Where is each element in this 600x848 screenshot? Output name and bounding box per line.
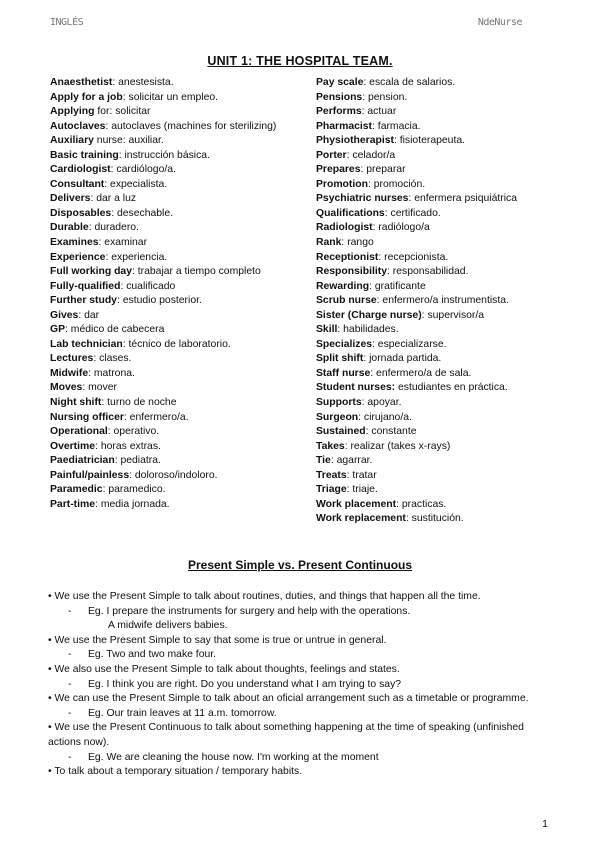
vocab-term: Disposables [50,207,112,219]
example-dash: - [68,751,72,763]
vocab-term: Porter [316,149,347,161]
vocab-entry [50,280,305,295]
vocab-entry [316,134,556,149]
vocab-definition: : realizar (takes x-rays) [344,440,451,452]
vocab-definition: : habilidades. [337,324,399,336]
vocab-definition: : agarrar. [330,455,373,467]
vocab-entry [50,440,305,455]
vocab-entry [50,352,305,367]
vocab-term: Pharmacist [316,120,373,132]
vocab-entry [50,338,305,353]
vocab-term: Specializes [316,338,373,350]
vocab-term: Applying [50,106,95,118]
vocab-entry [50,91,305,106]
vocab-entry [316,236,556,251]
rule-bullet: • We also use the Present Simple to talk about thoughts, feelings and states. [48,663,400,675]
vocab-entry [316,512,556,527]
vocab-term: Sister (Charge nurse) [316,309,422,321]
vocab-entry [50,105,305,120]
vocab-entry [50,323,305,338]
vocab-entry [50,381,305,396]
vocab-entry [316,178,556,193]
vocab-definition: : mover [82,382,117,394]
example-dash: - [68,678,72,690]
vocab-term: GP [50,324,66,336]
vocab-definition: : actuar [361,106,397,118]
vocab-definition: : celador/a [346,149,396,161]
vocab-definition: : practicas. [396,498,447,510]
vocab-term: Fully-qualified [50,280,121,292]
vocab-term: Examines [50,237,99,249]
vocab-definition: : expecialista. [104,178,168,190]
vocab-entry [316,323,556,338]
vocab-definition: : cardiólogo/a. [110,164,176,176]
vocab-term: Part-time [50,498,96,510]
vocab-entry [316,91,556,106]
vocab-term: Triage [316,484,347,496]
vocab-term: Surgeon [316,411,359,423]
vocab-term: Anaesthetist [50,77,113,88]
vocab-term: Responsibility [316,266,388,278]
vocab-entry [316,207,556,222]
vocab-term: Pensions [316,91,363,103]
vocab-definition: : responsabilidad. [387,266,469,278]
vocab-term: Paediatrician [50,455,115,467]
vocab-entry [316,338,556,353]
vocab-term: Treats [316,469,347,481]
vocab-definition: : apoyar. [361,397,402,409]
vocab-definition: : especializarse. [372,338,447,350]
vocab-term: Promotion [316,178,368,190]
vocab-term: Qualifications [316,207,385,219]
vocab-entry [50,483,305,498]
vocab-definition: : autoclaves (machines for sterilizing) [105,120,277,132]
vocab-entry [50,396,305,411]
vocab-column-right [316,76,556,527]
example-text: Eg. Our train leaves at 11 a.m. tomorrow. [88,707,277,719]
vocab-entry [50,251,305,266]
vocab-definition: : experiencia. [105,251,168,263]
header-subject: INGLÉS [50,17,84,28]
vocab-term: Lab technician [50,338,123,350]
vocab-definition: : enfermero/a de sala. [370,367,472,379]
vocab-entry [50,221,305,236]
vocab-definition: : triaje. [346,484,378,496]
vocab-definition: : trabajar a tiempo completo [131,266,261,278]
vocab-definition: : enfermero/a. [123,411,189,423]
page-number: 1 [542,818,548,830]
vocab-term: Moves [50,382,83,394]
vocab-term: Midwife [50,367,89,379]
vocab-term: Rank [316,237,342,249]
vocab-term: Full working day [50,266,132,278]
vocab-term: Pay scale [316,77,364,88]
vocab-definition: : dar a luz [90,193,137,205]
vocab-entry [316,105,556,120]
vocab-entry [316,411,556,426]
vocab-definition: : fisioterapeuta. [393,135,465,147]
vocab-column-left [50,76,305,512]
vocab-definition: : duradero. [88,222,139,234]
page-title: UNIT 1: THE HOSPITAL TEAM. [207,54,393,68]
vocab-term: Staff nurse [316,367,371,379]
vocab-term: Autoclaves [50,120,106,132]
vocab-term: Skill [316,324,338,336]
vocab-term: Apply for a job [50,91,123,103]
vocab-term: Night shift [50,397,102,409]
vocab-term: Rewarding [316,280,370,292]
rule-bullet: • We can use the Present Simple to talk about an oficial arrangement such as a timetable or programme. [48,693,529,705]
vocab-term: Performs [316,106,362,118]
grammar-rules [48,590,558,780]
vocab-term: Psychiatric nurses [316,193,409,205]
vocab-definition: : gratificante [369,280,426,292]
vocab-term: Nursing officer [50,411,124,423]
vocab-definition: : pediatra. [114,455,161,467]
vocab-term: Experience [50,251,106,263]
rule-bullet: • We use the Present Simple to say that some is true or untrue in general. [48,634,387,646]
vocab-definition: : promoción. [367,178,426,190]
rule-bullet: • We use the Present Continuous to talk about something happening at the time of speaking (unfinished actions now). [48,722,524,748]
vocab-entry [50,163,305,178]
rule-bullet: • To talk about a temporary situation / temporary habits. [48,766,303,778]
vocab-definition: : recepcionista. [378,251,449,263]
vocab-definition: : sustitución. [405,513,464,525]
vocab-entry [50,367,305,382]
vocab-term: Painful/painless [50,469,130,481]
header-author: NdeNurse [477,17,522,28]
vocab-definition: : dar [78,309,100,321]
vocab-definition: : operativo. [107,426,160,438]
vocab-definition: : solicitar un empleo. [122,91,219,103]
vocab-term: Paramedic [50,484,103,496]
rule-example [48,678,558,693]
vocab-entry [50,309,305,324]
vocab-definition: : examinar [98,237,148,249]
vocab-entry [316,440,556,455]
vocab-definition: : supervisor/a [421,309,485,321]
vocab-entry [316,265,556,280]
vocab-definition: nurse: auxiliar. [93,135,164,147]
vocab-definition: : paramedico. [102,484,166,496]
vocab-term: Operational [50,426,108,438]
vocab-term: Prepares [316,164,361,176]
vocab-term: Physiotherapist [316,135,394,147]
example-text: Eg. Two and two make four. [88,649,217,661]
example-text: Eg. I prepare the instruments for surgery and help with the operations. [88,605,411,617]
vocab-definition: : matrona. [88,367,135,379]
vocab-definition: estudiantes en práctica. [395,382,508,394]
vocab-entry [316,469,556,484]
vocab-definition: : clases. [93,353,132,365]
vocab-entry [50,149,305,164]
vocab-entry [316,381,556,396]
vocab-entry [50,294,305,309]
rule-example [48,605,558,620]
vocab-entry [316,149,556,164]
vocab-entry [50,134,305,149]
vocab-entry [316,498,556,513]
vocab-definition: : doloroso/indoloro. [129,469,218,481]
vocab-term: Lectures [50,353,94,365]
vocab-entry [316,454,556,469]
vocab-entry [50,411,305,426]
vocab-definition: : media jornada. [95,498,170,510]
vocab-term: Sustained [316,426,366,438]
vocab-entry [316,309,556,324]
vocab-definition: : rango [341,237,374,249]
vocab-definition: : técnico de laboratorio. [122,338,231,350]
vocab-entry [316,120,556,135]
vocab-definition: : cirujano/a. [358,411,412,423]
vocab-definition: : enfermera psiquiátrica [408,193,517,205]
vocab-term: Split shift [316,353,364,365]
vocab-entry [50,425,305,440]
vocab-term: Cardiologist [50,164,111,176]
vocab-term: Scrub nurse [316,295,377,307]
rule-example [48,648,558,663]
vocab-term: Auxiliary [50,135,94,147]
vocab-entry [50,265,305,280]
vocab-definition: : horas extras. [95,440,161,452]
vocab-entry [316,280,556,295]
example-text: Eg. We are cleaning the house now. I'm working at the moment [88,751,379,763]
vocab-entry [316,294,556,309]
vocab-entry [316,483,556,498]
vocab-entry [50,76,305,91]
vocab-term: Work replacement [316,513,406,525]
vocab-entry [316,76,556,91]
rule-example [48,707,558,722]
example-text: Eg. I think you are right. Do you understand what I am trying to say? [88,678,402,690]
rule-example-continued: A midwife delivers babies. [108,620,228,632]
vocab-definition: : cualificado [120,280,176,292]
vocab-definition: : constante [365,426,417,438]
vocab-entry [316,221,556,236]
vocab-definition: : estudio posterior. [116,295,202,307]
vocab-entry [50,469,305,484]
vocab-term: Student nurses: [316,382,396,394]
vocab-entry [316,163,556,178]
vocab-definition: : preparar [360,164,406,176]
vocab-term: Durable [50,222,89,234]
vocab-entry [316,192,556,207]
vocab-entry [50,192,305,207]
example-dash: - [68,707,72,719]
vocab-term: Gives [50,309,79,321]
rule-bullet: • We use the Present Simple to talk about routines, duties, and things that happen all the time. [48,591,481,602]
example-dash: - [68,649,72,661]
vocab-entry [316,367,556,382]
vocab-definition: : tratar [346,469,377,481]
vocab-definition: : radiólogo/a [372,222,430,234]
vocab-definition: : farmacia. [372,120,421,132]
vocab-entry [316,396,556,411]
vocab-entry [50,454,305,469]
vocab-entry [50,236,305,251]
vocab-definition: : anestesista. [112,77,174,88]
vocab-entry [316,425,556,440]
vocab-term: Receptionist [316,251,379,263]
vocab-definition: : instrucción básica. [118,149,210,161]
vocab-definition: : enfermero/a instrumentista. [376,295,509,307]
vocab-entry [50,178,305,193]
vocab-definition: : certificado. [384,207,441,219]
vocab-entry [50,120,305,135]
vocab-entry [50,498,305,513]
vocab-term: Basic training [50,149,119,161]
vocab-term: Takes [316,440,345,452]
vocab-definition: : turno de noche [101,397,177,409]
vocab-entry [50,207,305,222]
vocab-definition: : jornada partida. [363,353,442,365]
vocab-entry [316,352,556,367]
vocab-definition: : escala de salarios. [363,77,456,88]
vocab-definition: : pension. [362,91,408,103]
vocab-term: Work placement [316,498,397,510]
vocab-term: Supports [316,397,362,409]
vocab-term: Radiologist [316,222,373,234]
example-dash: - [68,605,72,617]
section-title: Present Simple vs. Present Continuous [187,558,413,572]
vocab-term: Further study [50,295,117,307]
vocab-definition: : desechable. [111,207,174,219]
rule-example [48,751,558,766]
vocab-term: Consultant [50,178,105,190]
vocab-definition: for: solicitar [94,106,151,118]
vocab-definition: : médico de cabecera [65,324,165,336]
vocab-entry [316,251,556,266]
vocab-term: Overtime [50,440,96,452]
vocab-term: Tie [316,455,331,467]
vocab-term: Delivers [50,193,91,205]
